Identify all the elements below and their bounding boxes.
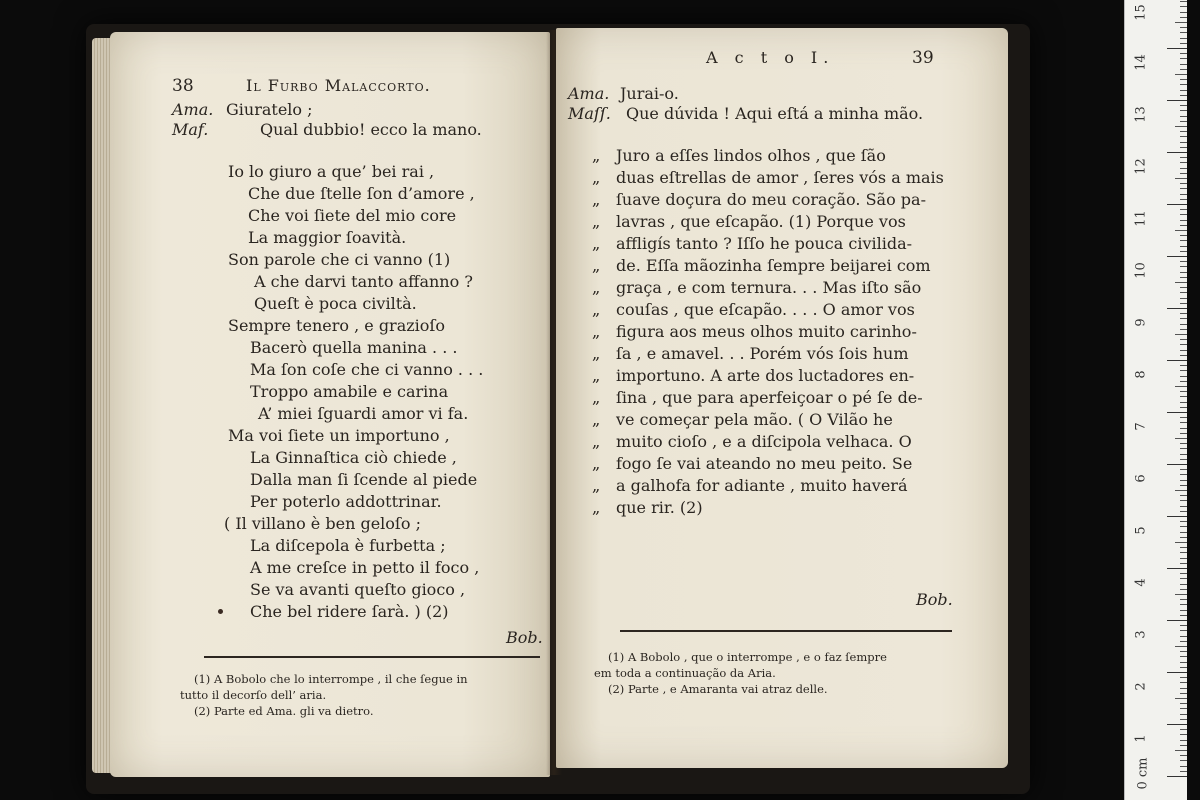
ruler-tick bbox=[1180, 162, 1187, 163]
prose-line: que rir. (2) bbox=[616, 498, 703, 517]
verse-line: Sempre tenero , e grazioſo bbox=[228, 316, 445, 335]
ruler-tick bbox=[1180, 188, 1187, 189]
ruler-tick bbox=[1180, 32, 1187, 33]
ruler-tick bbox=[1180, 766, 1187, 767]
ruler-tick bbox=[1180, 532, 1187, 533]
ruler-tick bbox=[1180, 142, 1187, 143]
ruler-tick bbox=[1180, 558, 1187, 559]
ruler-label: 2 bbox=[1133, 682, 1149, 691]
ruler-tick bbox=[1180, 578, 1187, 579]
ruler-tick bbox=[1180, 708, 1187, 709]
verse-line: Ma ſon coſe che ci vanno . . . bbox=[250, 360, 484, 379]
ruler-tick bbox=[1167, 724, 1187, 725]
ruler-tick bbox=[1180, 95, 1187, 96]
ruler-tick bbox=[1180, 235, 1187, 236]
ruler-tick bbox=[1180, 298, 1187, 299]
verse-line: Queſt è poca civiltà. bbox=[254, 294, 417, 313]
ruler-label: 7 bbox=[1133, 422, 1149, 431]
quote-mark: „ bbox=[592, 300, 601, 319]
ruler-tick bbox=[1180, 625, 1187, 626]
ruler-tick bbox=[1180, 682, 1187, 683]
ruler-tick bbox=[1180, 693, 1187, 694]
ruler-label: 14 bbox=[1133, 54, 1149, 71]
ruler-tick bbox=[1180, 485, 1187, 486]
ruler-tick bbox=[1180, 703, 1187, 704]
quote-mark: „ bbox=[592, 256, 601, 275]
verse-line: Che bel ridere ſarà. ) (2) bbox=[250, 602, 449, 621]
ruler-tick bbox=[1180, 615, 1187, 616]
ruler-tick bbox=[1180, 84, 1187, 85]
speaker-ama: Ama. bbox=[568, 84, 610, 103]
ruler-tick bbox=[1180, 173, 1187, 174]
speaker-ama: Ama. bbox=[172, 100, 214, 119]
prose-line: fogo ſe vai ateando no meu peito. Se bbox=[616, 454, 913, 473]
quote-mark: „ bbox=[592, 234, 601, 253]
quote-mark: „ bbox=[592, 410, 601, 429]
quote-mark: „ bbox=[592, 388, 601, 407]
quote-mark: „ bbox=[592, 432, 601, 451]
ruler-tick bbox=[1180, 771, 1187, 772]
quote-mark: „ bbox=[592, 146, 601, 165]
ruler-tick bbox=[1180, 17, 1187, 18]
ruler-tick bbox=[1167, 308, 1187, 309]
ruler-tick bbox=[1175, 334, 1187, 335]
ruler-tick bbox=[1180, 526, 1187, 527]
prose-line: figura aos meus olhos muito carinho- bbox=[616, 322, 917, 341]
ruler-tick bbox=[1180, 443, 1187, 444]
ruler-tick bbox=[1180, 573, 1187, 574]
ruler-tick bbox=[1167, 360, 1187, 361]
ruler-tick bbox=[1180, 584, 1187, 585]
ruler-tick bbox=[1180, 266, 1187, 267]
prose-line: ſa , e amavel. . . Porém vós ſois hum bbox=[616, 344, 909, 363]
ruler-tick bbox=[1180, 402, 1187, 403]
quote-mark: „ bbox=[592, 212, 601, 231]
ruler-tick bbox=[1180, 214, 1187, 215]
ruler-tick bbox=[1180, 428, 1187, 429]
ruler-tick bbox=[1180, 344, 1187, 345]
footnote-rule bbox=[204, 656, 540, 658]
ruler-tick bbox=[1180, 194, 1187, 195]
prose-line: couſas , que eſcapão. . . . O amor vos bbox=[616, 300, 915, 319]
ruler-tick bbox=[1167, 672, 1187, 673]
ruler-tick bbox=[1167, 620, 1187, 621]
ruler-tick bbox=[1180, 381, 1187, 382]
ruler-tick bbox=[1180, 225, 1187, 226]
speaker-maf: Maf. bbox=[172, 120, 209, 139]
left-catchword: Bob. bbox=[506, 628, 543, 647]
footnote-line: (2) Parte , e Amaranta vai atraz delle. bbox=[608, 682, 828, 696]
ruler-tick bbox=[1180, 521, 1187, 522]
ruler-tick bbox=[1180, 1, 1187, 2]
verse-line: A’ miei ſguardi amor vi fa. bbox=[258, 404, 469, 423]
ruler-tick bbox=[1180, 147, 1187, 148]
ruler-tick bbox=[1180, 610, 1187, 611]
ruler-tick bbox=[1180, 287, 1187, 288]
footnote-line: (1) A Bobolo che lo interrompe , il che ſegue in bbox=[194, 672, 468, 686]
footnote-line: tutto il decorſo dell’ aria. bbox=[180, 688, 327, 702]
ruler-tick bbox=[1175, 594, 1187, 595]
prose-line: ſuave doçura do meu coração. São pa- bbox=[616, 190, 926, 209]
ruler-tick bbox=[1180, 64, 1187, 65]
ruler-label: 6 bbox=[1133, 474, 1149, 483]
ruler-tick bbox=[1167, 776, 1187, 777]
quote-mark: „ bbox=[592, 454, 601, 473]
ruler-tick bbox=[1180, 251, 1187, 252]
ruler-tick bbox=[1180, 506, 1187, 507]
verse-line: A che darvi tanto affanno ? bbox=[254, 272, 473, 291]
ruler-tick bbox=[1180, 547, 1187, 548]
ruler-tick bbox=[1180, 376, 1187, 377]
right-catchword: Bob. bbox=[916, 590, 953, 609]
right-page bbox=[556, 28, 1008, 768]
speech-ama: Jurai-o. bbox=[620, 84, 679, 103]
ruler-tick bbox=[1180, 27, 1187, 28]
left-page-number: 38 bbox=[172, 76, 194, 96]
ruler-tick bbox=[1175, 74, 1187, 75]
prose-line: lavras , que eſcapão. (1) Porque vos bbox=[616, 212, 906, 231]
ruler-tick bbox=[1175, 750, 1187, 751]
ruler-tick bbox=[1180, 365, 1187, 366]
ruler-tick bbox=[1180, 480, 1187, 481]
ruler-tick bbox=[1180, 563, 1187, 564]
ruler-tick bbox=[1180, 636, 1187, 637]
ruler-label: 15 bbox=[1133, 4, 1149, 21]
footnote-line: (1) A Bobolo , que o interrompe , e o faz ſempre bbox=[608, 650, 887, 664]
prose-line: a galhofa for adiante , muito haverá bbox=[616, 476, 908, 495]
ruler-tick bbox=[1180, 651, 1187, 652]
ruler-label: 4 bbox=[1133, 578, 1149, 587]
footnote-rule bbox=[620, 630, 952, 632]
ruler-tick bbox=[1167, 256, 1187, 257]
ruler-tick bbox=[1175, 230, 1187, 231]
prose-line: de. Eſſa mãozinha ſempre beijarei com bbox=[616, 256, 931, 275]
ruler-label: 9 bbox=[1133, 318, 1149, 327]
ruler-tick bbox=[1180, 454, 1187, 455]
ruler-tick bbox=[1180, 740, 1187, 741]
ruler-tick bbox=[1180, 121, 1187, 122]
ruler-tick bbox=[1180, 90, 1187, 91]
ruler-tick bbox=[1180, 313, 1187, 314]
ruler-tick bbox=[1180, 630, 1187, 631]
ruler-tick bbox=[1180, 511, 1187, 512]
ruler-tick bbox=[1180, 459, 1187, 460]
ruler-label: 8 bbox=[1133, 370, 1149, 379]
ruler-tick bbox=[1180, 719, 1187, 720]
ruler-tick bbox=[1180, 12, 1187, 13]
ruler-tick bbox=[1180, 168, 1187, 169]
quote-mark: „ bbox=[592, 322, 601, 341]
verse-line: Troppo amabile e carina bbox=[250, 382, 449, 401]
ruler-label: 10 bbox=[1133, 262, 1149, 279]
ruler-tick bbox=[1180, 469, 1187, 470]
ruler-tick bbox=[1167, 516, 1187, 517]
ruler-tick bbox=[1180, 79, 1187, 80]
ruler-tick bbox=[1180, 433, 1187, 434]
ruler-tick bbox=[1180, 495, 1187, 496]
ruler-tick bbox=[1180, 6, 1187, 7]
ruler-tick bbox=[1180, 58, 1187, 59]
footnote-line: (2) Parte ed Ama. gli va dietro. bbox=[194, 704, 374, 718]
ruler-tick bbox=[1180, 599, 1187, 600]
ruler-tick bbox=[1180, 755, 1187, 756]
ruler-tick bbox=[1180, 714, 1187, 715]
ruler-tick bbox=[1180, 292, 1187, 293]
prose-line: Juro a eſſes lindos olhos , que ſão bbox=[616, 146, 886, 165]
ruler-label: 12 bbox=[1133, 158, 1149, 175]
ruler-tick bbox=[1180, 318, 1187, 319]
prose-line: importuno. A arte dos luctadores en- bbox=[616, 366, 915, 385]
verse-line: Bacerò quella manina . . . bbox=[250, 338, 458, 357]
ruler-tick bbox=[1180, 417, 1187, 418]
ruler-tick bbox=[1180, 396, 1187, 397]
ruler-tick bbox=[1175, 646, 1187, 647]
left-running-head: Il Furbo Malaccorto. bbox=[246, 76, 431, 95]
ruler-tick bbox=[1180, 339, 1187, 340]
prose-line: graça , e com ternura. . . Mas iſto são bbox=[616, 278, 922, 297]
ruler-tick bbox=[1180, 350, 1187, 351]
ruler-tick bbox=[1180, 110, 1187, 111]
speech-maf: Qual dubbio! ecco la mano. bbox=[260, 120, 482, 139]
ruler-tick bbox=[1180, 677, 1187, 678]
ruler-tick bbox=[1180, 667, 1187, 668]
left-page bbox=[110, 32, 550, 777]
quote-mark: „ bbox=[592, 476, 601, 495]
speech-mass: Que dúvida ! Aqui eſtá a minha mão. bbox=[626, 104, 924, 123]
ruler-tick bbox=[1167, 204, 1187, 205]
quote-mark: „ bbox=[592, 344, 601, 363]
ruler-tick bbox=[1175, 178, 1187, 179]
measuring-ruler bbox=[1124, 0, 1187, 800]
ruler-tick bbox=[1180, 688, 1187, 689]
ruler-tick bbox=[1167, 412, 1187, 413]
speaker-mass: Maſſ. bbox=[568, 104, 611, 123]
ruler-tick bbox=[1180, 116, 1187, 117]
ruler-tick bbox=[1175, 438, 1187, 439]
ruler-label: 11 bbox=[1133, 210, 1149, 227]
ruler-tick bbox=[1180, 370, 1187, 371]
ruler-tick bbox=[1180, 157, 1187, 158]
ruler-tick bbox=[1180, 474, 1187, 475]
verse-line: Se va avanti queſto gioco , bbox=[250, 580, 466, 599]
verse-line: La maggior ſoavità. bbox=[248, 228, 407, 247]
ruler-tick bbox=[1180, 656, 1187, 657]
verse-line: Io lo giuro a que’ bei rai , bbox=[228, 162, 435, 181]
prose-line: ve começar pela mão. ( O Vilão he bbox=[616, 410, 893, 429]
ruler-tick bbox=[1180, 240, 1187, 241]
ruler-tick bbox=[1180, 69, 1187, 70]
verse-line: ( Il villano è ben geloſo ; bbox=[224, 514, 421, 533]
verse-line: Son parole che ci vanno (1) bbox=[228, 250, 451, 269]
prose-line: muito cioſo , e a diſcipola velhaca. O bbox=[616, 432, 912, 451]
ruler-tick bbox=[1180, 734, 1187, 735]
ruler-tick bbox=[1180, 391, 1187, 392]
verse-line: Dalla man ſi ſcende al piede bbox=[250, 470, 478, 489]
verse-line: A me creſce in petto il foco , bbox=[250, 558, 480, 577]
ruler-tick bbox=[1180, 448, 1187, 449]
quote-mark: „ bbox=[592, 278, 601, 297]
ruler-tick bbox=[1175, 542, 1187, 543]
ruler-tick bbox=[1180, 500, 1187, 501]
ruler-tick bbox=[1180, 662, 1187, 663]
ruler-tick bbox=[1180, 537, 1187, 538]
ruler-tick bbox=[1180, 105, 1187, 106]
ruler-tick bbox=[1175, 698, 1187, 699]
ruler-tick bbox=[1180, 552, 1187, 553]
ruler-tick bbox=[1180, 277, 1187, 278]
ruler-tick bbox=[1180, 136, 1187, 137]
ruler-tick bbox=[1167, 464, 1187, 465]
ruler-tick bbox=[1180, 745, 1187, 746]
verse-line: Che due ſtelle ſon d’amore , bbox=[248, 184, 475, 203]
right-running-head: A c t o I. bbox=[706, 48, 835, 67]
ruler-tick bbox=[1180, 220, 1187, 221]
ink-dot bbox=[218, 609, 223, 614]
ruler-tick bbox=[1175, 386, 1187, 387]
ruler-tick bbox=[1180, 589, 1187, 590]
verse-line: Per poterlo addottrinar. bbox=[250, 492, 442, 511]
speech-ama: Giuratelo ; bbox=[226, 100, 313, 119]
ruler-tick bbox=[1180, 641, 1187, 642]
ruler-tick bbox=[1180, 760, 1187, 761]
footnote-line: em toda a continuação da Aria. bbox=[594, 666, 776, 680]
ruler-label: 1 bbox=[1133, 734, 1149, 743]
ruler-tick bbox=[1180, 43, 1187, 44]
verse-line: La Ginnaſtica ciò chiede , bbox=[250, 448, 457, 467]
right-page-number: 39 bbox=[912, 48, 934, 68]
ruler-tick bbox=[1167, 152, 1187, 153]
quote-mark: „ bbox=[592, 498, 601, 517]
ruler-tick bbox=[1175, 22, 1187, 23]
ruler-tick bbox=[1180, 422, 1187, 423]
verse-line: Che voi ſiete del mio core bbox=[248, 206, 457, 225]
ruler-tick bbox=[1175, 282, 1187, 283]
prose-line: affligís tanto ? Iſſo he pouca civilida- bbox=[616, 234, 913, 253]
quote-mark: „ bbox=[592, 190, 601, 209]
prose-line: duas eſtrellas de amor , ſeres vós a mais bbox=[616, 168, 944, 187]
ruler-tick bbox=[1180, 38, 1187, 39]
ruler-tick bbox=[1175, 490, 1187, 491]
ruler-tick bbox=[1180, 324, 1187, 325]
ruler-unit-label: 0 cm bbox=[1135, 757, 1151, 790]
ruler-tick bbox=[1180, 272, 1187, 273]
quote-mark: „ bbox=[592, 366, 601, 385]
ruler-tick bbox=[1180, 261, 1187, 262]
verse-line: Ma voi ſiete un importuno , bbox=[228, 426, 450, 445]
ruler-tick bbox=[1180, 209, 1187, 210]
quote-mark: „ bbox=[592, 168, 601, 187]
ruler-tick bbox=[1167, 48, 1187, 49]
ruler-tick bbox=[1180, 729, 1187, 730]
ruler-tick bbox=[1167, 568, 1187, 569]
ruler-tick bbox=[1180, 355, 1187, 356]
ruler-tick bbox=[1180, 407, 1187, 408]
ruler-tick bbox=[1180, 131, 1187, 132]
ruler-tick bbox=[1167, 100, 1187, 101]
prose-line: ſina , que para aperfeiçoar o pé ſe de- bbox=[616, 388, 923, 407]
ruler-tick bbox=[1180, 246, 1187, 247]
ruler-label: 13 bbox=[1133, 106, 1149, 123]
ruler-tick bbox=[1175, 126, 1187, 127]
ruler-tick bbox=[1180, 53, 1187, 54]
ruler-tick bbox=[1180, 183, 1187, 184]
ruler-label: 3 bbox=[1133, 630, 1149, 639]
verse-line: La diſcepola è furbetta ; bbox=[250, 536, 446, 555]
ruler-tick bbox=[1180, 199, 1187, 200]
ruler-tick bbox=[1180, 329, 1187, 330]
ruler-label: 5 bbox=[1133, 526, 1149, 535]
ruler-tick bbox=[1180, 604, 1187, 605]
ruler-tick bbox=[1180, 303, 1187, 304]
